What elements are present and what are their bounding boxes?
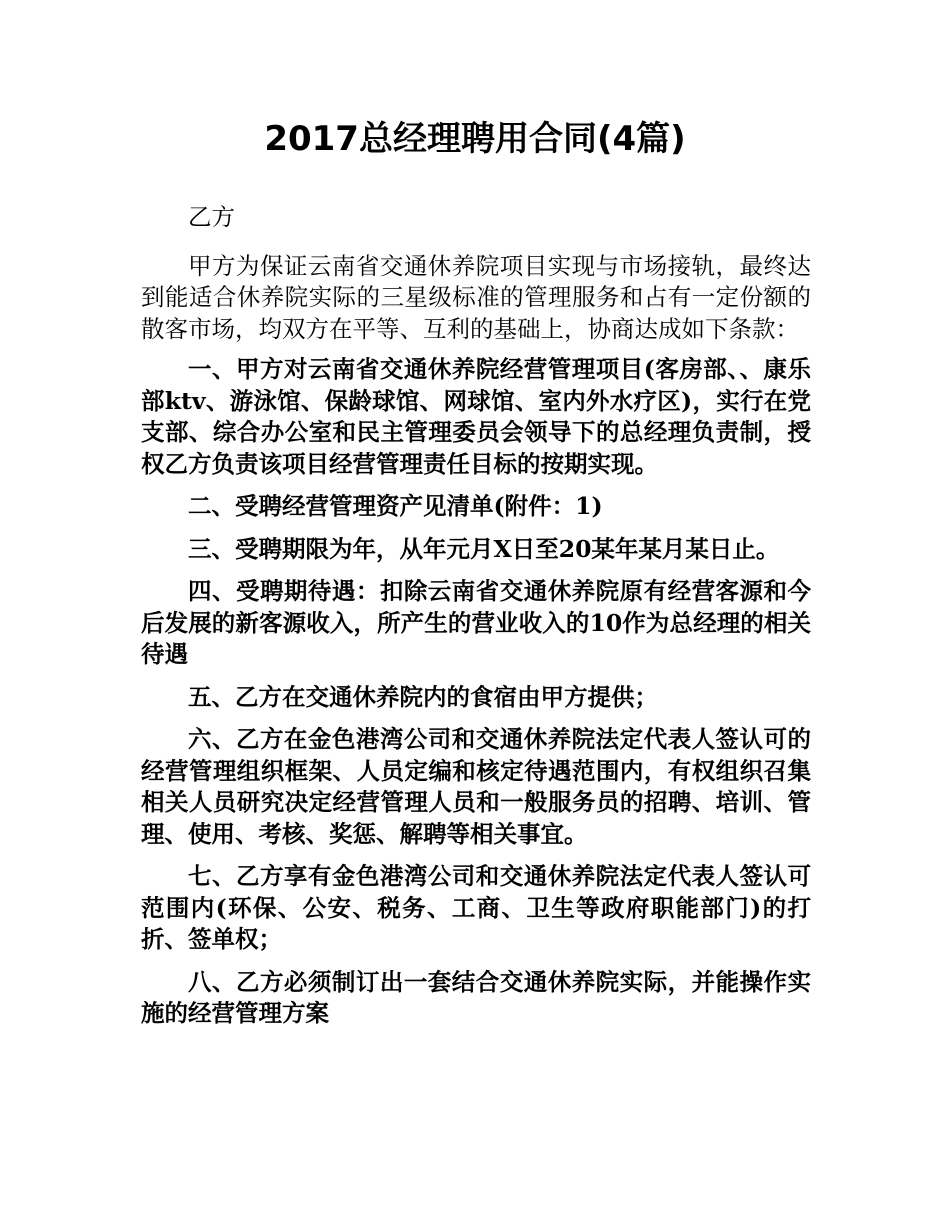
paragraph-clause-4: 四、受聘期待遇：扣除云南省交通休养院原有经营客源和今后发展的新客源收入，所产生的营业收入的10作为总经理的相关待遇	[141, 577, 811, 668]
paragraph-clause-7: 七、乙方享有金色港湾公司和交通休养院法定代表人签认可范围内(环保、公安、税务、工商、卫生等政府职能部门)的打折、签单权；	[141, 862, 811, 953]
paragraph-clause-2: 二、受聘经营管理资产见清单(附件：1)	[188, 492, 603, 520]
document-body	[141, 202, 811, 1041]
paragraph-clause-8: 八、乙方必须制订出一套结合交通休养院实际，并能操作实施的经营管理方案	[141, 967, 811, 1027]
paragraph-clause-5: 五、乙方在交通休养院内的食宿由甲方提供；	[188, 682, 658, 711]
paragraph-clause-3: 三、受聘期限为年，从年元月X日至20某年某月某日止。	[188, 534, 780, 563]
paragraph-party-b: 乙方	[188, 203, 235, 231]
document-title: 2017总经理聘用合同(4篇)	[264, 119, 686, 159]
paragraph-clause-6: 六、乙方在金色港湾公司和交通休养院法定代表人签认可的经营管理组织框架、人员定编和核定待遇范围内，有权组织召集相关人员研究决定经营管理人员和一般服务员的招聘、培训、管理、使用、考核、奖惩、解聘等相关事宜。	[141, 725, 811, 848]
paragraph-preamble: 甲方为保证云南省交通休养院项目实现与市场接轨，最终达到能适合休养院实际的三星级标准的管理服务和占有一定份额的散客市场，均双方在平等、互利的基础上，协商达成如下条款：	[141, 251, 811, 343]
paragraph-clause-1: 一、甲方对云南省交通休养院经营管理项目(客房部、、康乐部ktv、游泳馆、保龄球馆、网球馆、室内外水疗区)，实行在党支部、综合办公室和民主管理委员会领导下的总经理负责制，授权乙方负责该项目经营管理责任目标的按期实现。	[141, 355, 811, 478]
